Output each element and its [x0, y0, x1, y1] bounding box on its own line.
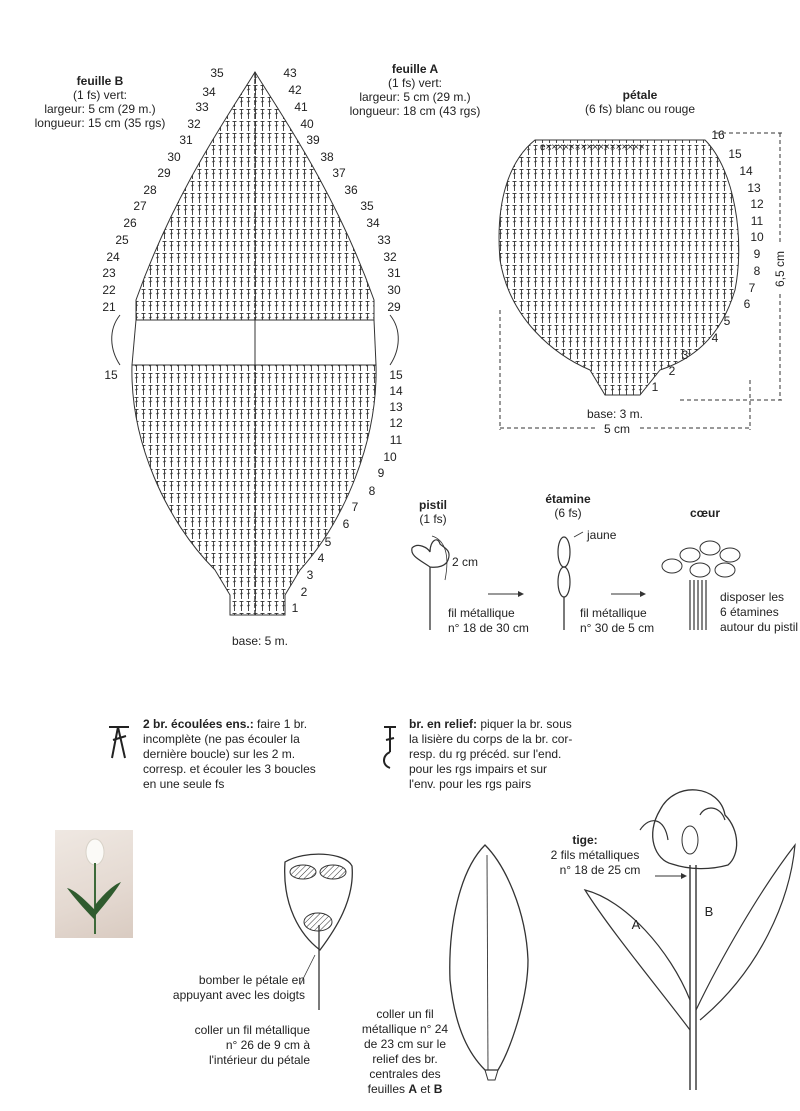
legend-relief — [409, 717, 572, 792]
leaf-row-right: 4 — [317, 551, 325, 565]
leaf-a-title: feuille A — [391, 62, 439, 76]
legend-decrease — [143, 717, 316, 792]
tulip-photo-image — [55, 830, 133, 938]
stem-line-2: n° 18 de 25 cm — [559, 863, 641, 877]
leaf-row-right: 7 — [351, 500, 359, 514]
petal-row: 15 — [728, 147, 742, 161]
legend-relief-text: pour les rgs impairs et sur — [409, 762, 548, 776]
leaf-row-left: 22 — [102, 283, 116, 297]
heart-note-2: 6 étamines — [720, 605, 779, 619]
leaf-row-left: 30 — [167, 150, 181, 164]
stem-leaf-a-label: A — [631, 917, 641, 932]
petal-row: 3 — [681, 348, 689, 362]
leaf-row-right: 43 — [283, 66, 297, 80]
leaf-row-right: 10 — [383, 450, 397, 464]
legend-decrease-text: en une seule fs — [143, 777, 225, 791]
leaf-row-right: 36 — [344, 183, 358, 197]
heart-note-1: disposer les — [720, 590, 785, 604]
legend-relief-text: piquer la br. sous — [477, 717, 572, 731]
legend-decrease-text: faire 1 br. — [253, 717, 308, 731]
leaf-row-left: 33 — [195, 100, 209, 114]
legend-decrease-text: incomplète (ne pas écouler la — [143, 732, 300, 746]
leaf-row-right: 12 — [389, 416, 403, 430]
petal-row: 13 — [747, 181, 761, 195]
leaf-row-right: 3 — [306, 568, 314, 582]
leaf-a-letter: A — [408, 1082, 417, 1096]
pistil-drawing — [412, 536, 449, 630]
symbol-decrease — [109, 727, 129, 758]
petal-row: 1 — [651, 380, 659, 394]
petal-row: 4 — [711, 331, 719, 345]
petal-row: 10 — [750, 230, 764, 244]
pistil-title: pistil — [418, 498, 447, 512]
leaf-row-right: 37 — [332, 166, 346, 180]
legend-relief-text: resp. du rg précéd. sur l'end. — [409, 747, 562, 761]
leaf-row-right: 5 — [324, 535, 332, 549]
leaf-row-left: 15 — [104, 368, 118, 382]
leaf-row-right: 41 — [294, 100, 308, 114]
leaf-row-right: 29 — [387, 300, 401, 314]
leaf-row-right: 6 — [342, 517, 350, 531]
petal-row: 7 — [748, 281, 756, 295]
leaf-step-drawing — [450, 845, 528, 1080]
petal-row: 16 — [711, 128, 725, 142]
leaf-row-right: 35 — [360, 199, 374, 213]
petal-row: 14 — [739, 164, 753, 178]
heart-note-3: autour du pistil — [720, 620, 799, 634]
petal-base-label: base: 3 m. — [586, 407, 644, 421]
petal-wire-note-1: coller un fil métallique — [194, 1023, 310, 1037]
leaf-row-right: 39 — [306, 133, 320, 147]
stem-title: tige: — [572, 833, 598, 847]
leaf-b-length: longueur: 15 cm (35 rgs) — [34, 116, 166, 130]
leaf-row-right: 8 — [368, 484, 376, 498]
leaf-row-right: 15 — [389, 368, 403, 382]
petal-width-label: 5 cm — [597, 422, 637, 436]
leaf-a-qty: (1 fs) vert: — [387, 76, 442, 90]
stem-line-1: 2 fils métalliques — [550, 848, 640, 862]
stamen-wire-spec: n° 30 de 5 cm — [580, 621, 655, 635]
petal-title: pétale — [622, 88, 658, 102]
pistil-size: 2 cm — [451, 555, 478, 569]
heart-title: cœur — [690, 506, 720, 520]
petal-shape-note-1: bomber le pétale en — [198, 973, 305, 987]
leaf-row-right: 11 — [389, 433, 403, 447]
leaf-row-left: 25 — [115, 233, 129, 247]
leaf-chart-lower — [132, 365, 376, 615]
stem-leaf-b-label: B — [704, 904, 714, 919]
petal-row: 2 — [668, 364, 676, 378]
leaf-base-label: base: 5 m. — [231, 634, 289, 648]
leaf-row-right: 32 — [383, 250, 397, 264]
leaf-row-right: 31 — [387, 266, 401, 280]
leaf-step-note-6 — [355, 1082, 455, 1096]
legend-relief-text: la lisière du corps de la br. cor- — [409, 732, 573, 746]
leaf-step-note-1: coller un fil — [376, 1007, 434, 1021]
leaf-row-right: 9 — [377, 466, 385, 480]
leaf-row-left: 26 — [123, 216, 137, 230]
petal-wire-note-3: l'intérieur du pétale — [208, 1053, 310, 1067]
petal-row: 12 — [750, 197, 764, 211]
petal-row: 11 — [750, 214, 764, 228]
legend-relief-title: br. en relief: — [409, 717, 478, 731]
leaf-row-left: 34 — [202, 85, 216, 99]
stamen-qty: (6 fs) — [554, 506, 582, 520]
svg-text:e×××××××××××××××××: e××××××××××××××××× — [540, 142, 645, 153]
petal-qty: (6 fs) blanc ou rouge — [584, 102, 696, 116]
leaf-row-right: 2 — [300, 585, 308, 599]
leaf-step-text: et — [417, 1082, 434, 1096]
leaf-b-qty: (1 fs) vert: — [72, 88, 127, 102]
pistil-wire-spec: n° 18 de 30 cm — [448, 621, 529, 635]
tulip-drawing — [585, 790, 795, 1090]
leaf-a-width: largeur: 5 cm (29 m.) — [359, 90, 471, 104]
legend-decrease-text: dernière boucle) sur les 2 m. — [143, 747, 296, 761]
petal-row: 5 — [723, 314, 731, 328]
leaf-row-left: 24 — [106, 250, 120, 264]
leaf-row-right: 30 — [387, 283, 401, 297]
symbol-relief — [384, 727, 396, 768]
petal-shape-note-2: appuyant avec les doigts — [172, 988, 305, 1002]
leaf-step-note-3: de 23 cm sur le — [363, 1037, 447, 1051]
petal-chart — [499, 140, 739, 395]
petal-row: 6 — [743, 297, 751, 311]
leaf-row-right: 33 — [377, 233, 391, 247]
leaf-b-title: feuille B — [76, 74, 124, 88]
leaf-a-length: longueur: 18 cm (43 rgs) — [349, 104, 481, 118]
leaf-step-note-4: relief des br. — [372, 1052, 438, 1066]
petal-row: 8 — [753, 264, 761, 278]
legend-decrease-title: 2 br. écoulées ens.: — [143, 717, 254, 731]
leaf-row-right: 34 — [366, 216, 380, 230]
leaf-step-note-2: métallique n° 24 — [361, 1022, 449, 1036]
leaf-row-left: 28 — [143, 183, 157, 197]
petal-height-label: 6,5 cm — [773, 244, 787, 294]
stamen-wire: fil métallique — [580, 606, 647, 620]
pistil-wire: fil métallique — [448, 606, 515, 620]
stamen-title: étamine — [545, 492, 591, 506]
stamen-color: jaune — [587, 528, 617, 542]
leaf-row-left: 27 — [133, 199, 147, 213]
leaf-row-left: 31 — [179, 133, 193, 147]
leaf-row-right: 40 — [300, 117, 314, 131]
leaf-step-note-5: centrales des — [369, 1067, 441, 1081]
tulip-photo — [55, 830, 133, 938]
leaf-row-right: 38 — [320, 150, 334, 164]
leaf-row-right: 13 — [389, 400, 403, 414]
pistil-qty: (1 fs) — [419, 512, 447, 526]
leaf-row-left: 21 — [102, 300, 116, 314]
leaf-row-left: 23 — [102, 266, 116, 280]
leaf-row-left: 29 — [157, 166, 171, 180]
leaf-row-right: 14 — [389, 384, 403, 398]
petal-wire-note-2: n° 26 de 9 cm à — [225, 1038, 310, 1052]
leaf-b-width: largeur: 5 cm (29 m.) — [44, 102, 156, 116]
leaf-row-right: 42 — [288, 83, 302, 97]
leaf-row-right: 1 — [291, 601, 299, 615]
leaf-row-left: 35 — [210, 66, 224, 80]
legend-relief-text: l'env. pour les rgs pairs — [409, 777, 532, 791]
leaf-step-text: feuilles — [367, 1082, 409, 1096]
legend-decrease-text: corresp. et écouler les 3 boucles — [143, 762, 316, 776]
petal-row: 9 — [753, 247, 761, 261]
leaf-b-letter: B — [433, 1082, 443, 1096]
leaf-row-left: 32 — [187, 117, 201, 131]
